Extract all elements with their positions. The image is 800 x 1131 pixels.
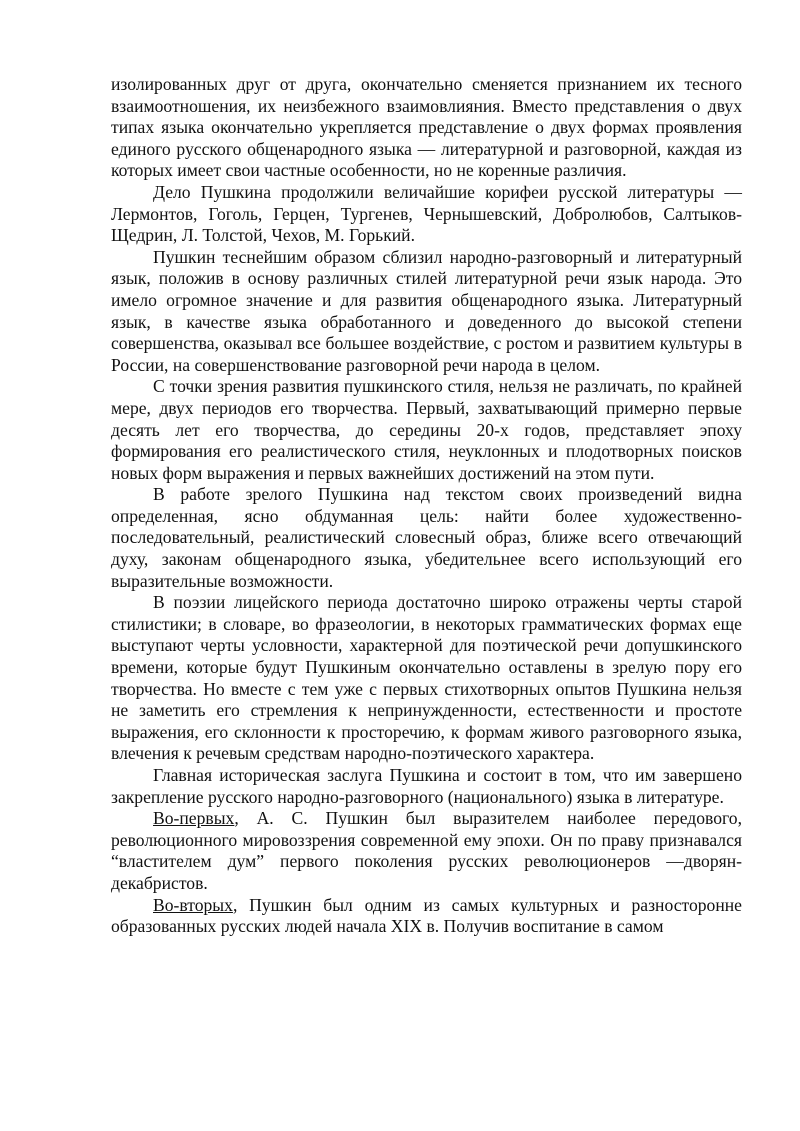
underlined-lead-first: Во-первых bbox=[153, 808, 235, 829]
paragraph-2: Дело Пушкина продолжили величайшие корифеи русской литературы — Лермонтов, Гоголь, Герцен, Тургенев, Чернышевский, Добролюбов, Салтыков-Щедрин, Л. Толстой, Чехов, М. Горький. bbox=[111, 181, 742, 246]
paragraph-9-body: , Пушкин был одним из самых культурных и разносторонне образованных русских людей начала XIX в. Получив воспитание в самом bbox=[111, 894, 742, 937]
paragraph-9 bbox=[111, 895, 742, 938]
paragraph-1: изолированных друг от друга, окончательно сменяется признанием их тесного взаимоотношения, их неизбежного взаимовлияния. Вместо представления о двух типах языка окончательно укрепляется представление о двух формах проявления единого русского общенародного языка — литературной и разговорной, каждая из которых имеет свои частные особенности, но не коренные различия. bbox=[111, 74, 742, 181]
paragraph-4: С точки зрения развития пушкинского стиля, нельзя не различать, по крайней мере, двух периодов его творчества. Первый, захватывающий примерно первые десять лет его творчества, до середины 20-х годов, представляет эпоху формирования его реалистического стиля, неуклонных и плодотворных поисков новых форм выражения и первых важнейших достижений на этом пути. bbox=[111, 376, 742, 483]
paragraph-6: В поэзии лицейского периода достаточно широко отражены черты старой стилистики; в словаре, во фразеологии, в некоторых грамматических формах еще выступают черты условности, характерной для поэтической речи допушкинского времени, которые будут Пушкиным окончательно оставлены в зрелую пору его творчества. Но вместе с тем уже с первых стихотворных опытов Пушкина нельзя не заметить его стремления к непринужденности, естественности и простоте выражения, его склонности к просторечию, к формам живого разговорного языка, влечения к речевым средствам народно-поэтического характера. bbox=[111, 592, 742, 764]
paragraph-3: Пушкин теснейшим образом сблизил народно-разговорный и литературный язык, положив в основу различных стилей литературной речи язык народа. Это имело огромное значение и для развития общенародного языка. Литературный язык, в качестве языка обработанного и доведенного до высокой степени совершенства, оказывал все большее воздействие, с ростом и развитием культуры в России, на совершенствование разговорной речи народа в целом. bbox=[111, 246, 742, 375]
document-page bbox=[111, 74, 742, 938]
paragraph-5: В работе зрелого Пушкина над текстом своих произведений видна определенная, ясно обдуманная цель: найти более художественно-последовательный, реалистический словесный образ, ближе всего отвечающий духу, законам общенародного языка, убедительнее всего использующий его выразительные возможности. bbox=[111, 484, 742, 591]
underlined-lead-second: Во-вторых bbox=[153, 894, 233, 915]
paragraph-8 bbox=[111, 808, 742, 894]
paragraph-8-body: , А. С. Пушкин был выразителем наиболее передового, революционного мировоззрения современной ему эпохи. Он по праву признавался “властителем дум” первого поколения русских революционеров —дворян-декабристов. bbox=[111, 808, 742, 893]
paragraph-7: Главная историческая заслуга Пушкина и состоит в том, что им завершено закрепление русского народно-разговорного (национального) языка в литературе. bbox=[111, 765, 742, 807]
